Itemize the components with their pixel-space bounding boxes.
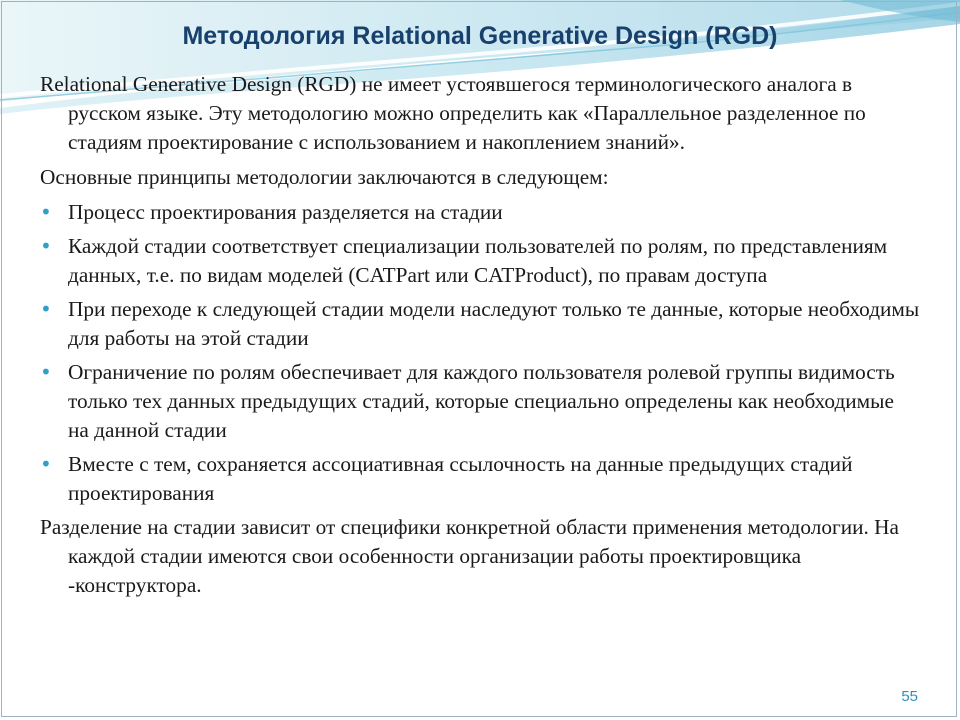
slide-body [40,70,920,606]
page-number: 55 [901,688,918,705]
bullet-icon: • [40,297,52,321]
list-item-text: Вместе с тем, сохраняется ассоциативная ссылочность на данные предыдущих стадий проектирования [68,452,853,505]
list-item [40,232,920,290]
list-item-text: Каждой стадии соответствует специализации пользователей по ролям, по представлениям данных, т.е. по видам моделей (CATPart или CATProduct), по правам доступа [68,234,888,287]
bullet-icon: • [40,234,52,258]
conclusion-paragraph: Разделение на стадии зависит от специфики конкретной области применения методологии. На каждой стадии имеются свои особенности организации работы проектировщика -конструктора. [40,515,899,597]
list-item [40,450,920,508]
list-item-text: При переходе к следующей стадии модели наследуют только те данные, которые необходимы для работы на этой стадии [68,297,920,350]
principles-heading: Основные принципы методологии заключаются в следующем: [40,165,609,189]
bullet-icon: • [40,452,52,476]
bullet-icon: • [40,200,52,224]
intro-paragraph: Relational Generative Design (RGD) не имеет устоявшегося терминологического аналога в русском языке. Эту методологию можно определить как «Параллельное разделенное по стадиям проектирование с использованием и накоплением знаний». [40,72,866,154]
bullet-icon: • [40,360,52,384]
list-item [40,358,920,445]
list-item-text: Ограничение по ролям обеспечивает для каждого пользователя ролевой группы видимость только тех данных предыдущих стадий, которые специально определены как необходимые на данной стадии [68,360,895,442]
list-item [40,198,920,227]
list-item-text: Процесс проектирования разделяется на стадии [68,200,503,224]
slide-title: Методология Relational Generative Design (RGD) [182,22,778,50]
list-item [40,295,920,353]
